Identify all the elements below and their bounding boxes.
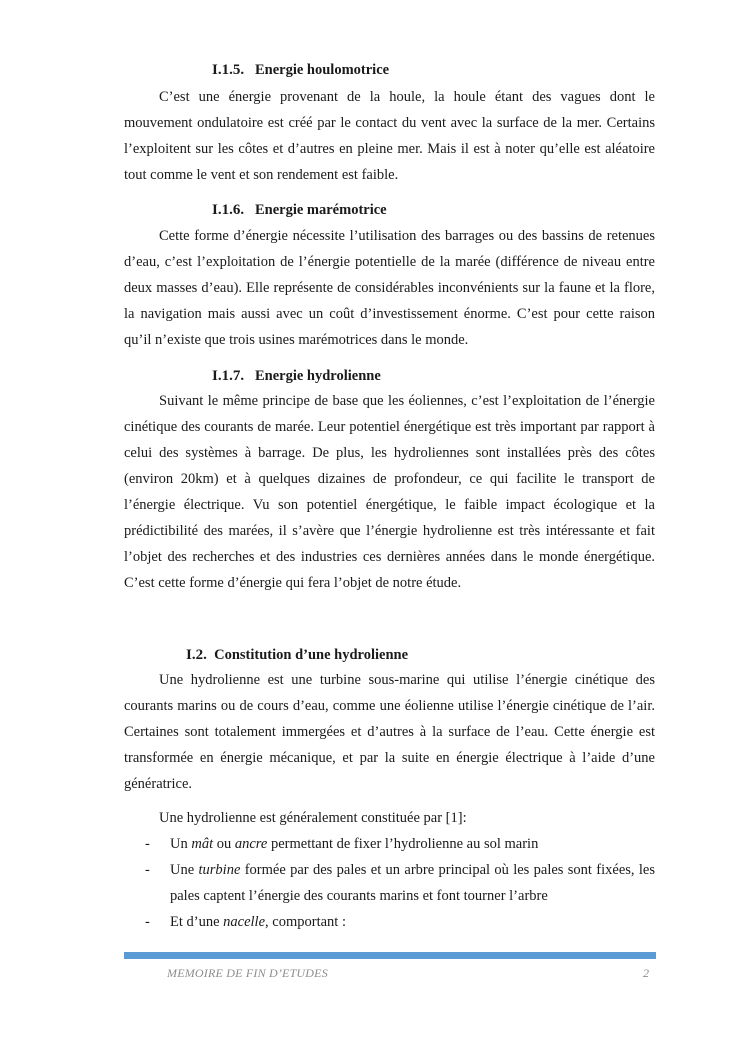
section-number: I.2. [186, 647, 207, 663]
section-title: Energie houlomotrice [254, 62, 390, 78]
list-emphasis: ancre [234, 836, 268, 852]
list-item [124, 857, 655, 909]
list-emphasis: mât [191, 836, 214, 852]
list-text: Une [170, 862, 199, 878]
list-dash: - [145, 914, 150, 930]
list-dash: - [145, 862, 150, 878]
paragraph-maremotrice: Cette forme d’énergie nécessite l’utilisation des barrages ou des bassins de retenues d’eau, c’est l’exploitation de l’énergie potentielle de la marée (différence de niveau entre deux masses d’eau). Elle représente de considérables inconvénients sur la faune et la flore, la navigation mais aussi avec un coût d’investissement énorme. C’est pour cette raison qu’il n’existe que trois usines marémotrices dans le monde. [124, 228, 655, 348]
section-title: Energie marémotrice [254, 202, 387, 218]
list-emphasis: nacelle [223, 914, 266, 930]
section-heading-hydrolienne [212, 368, 381, 385]
list-text: Et d’une [170, 914, 224, 930]
list-text: Un [170, 836, 192, 852]
section-number: I.1.7. [212, 368, 245, 384]
section-heading-maremotrice [212, 202, 387, 219]
footer-label: MEMOIRE DE FIN D’ETUDES [167, 966, 328, 980]
list-text: formée par des pales et un arbre principal où les pales sont fixées, les pales captent l’énergie des courants marins et font tourner l’arbre [170, 862, 655, 904]
component-list [124, 831, 655, 935]
section-number: I.1.5. [212, 62, 245, 78]
list-item [124, 909, 655, 935]
list-text: permettant de fixer l’hydrolienne au sol marin [267, 836, 539, 852]
list-dash: - [145, 836, 150, 852]
paragraph-houlomotrice: C’est une énergie provenant de la houle, la houle étant des vagues dont le mouvement ondulatoire est créé par le contact du vent avec la surface de la mer. Certains l’exploitent sur les côtes et d’autres en pleine mer. Mais il est à noter qu’elle est aléatoire tout comme le vent et son rendement est faible. [124, 89, 655, 183]
section-heading-houlomotrice [212, 62, 389, 79]
paragraph-hydrolienne: Suivant le même principe de base que les éoliennes, c’est l’exploitation de l’énergie cinétique des courants de marée. Leur potentiel énergétique est très important par rapport à celui des systèmes à barrage. De plus, les hydroliennes sont installées près des côtes (environ 20km) et à quelques dizaines de profondeur, ce qui facilite le transport de l’énergie électrique. Vu son potentiel énergétique, le faible impact écologique et la prédictibilité des marées, il s’avère que l’énergie hydrolienne est très intéressante et fait l’objet des recherches et des industries ces dernières années dans le monde énergétique. C’est cette forme d’énergie qui fera l’objet de notre étude. [124, 393, 655, 591]
paragraph-constitution: Une hydrolienne est une turbine sous-marine qui utilise l’énergie cinétique des courants marins ou de cours d’eau, comme une éolienne utilise l’énergie cinétique de l’air. Certaines sont totalement immergées et d’autres à la surface de l’eau. Cette énergie est transformée en énergie mécanique, et par la suite en énergie électrique à l’aide d’une génératrice. [124, 672, 655, 792]
paragraph-list-intro: Une hydrolienne est généralement constituée par [1]: [159, 810, 467, 826]
page-number: 2 [643, 966, 649, 980]
list-emphasis: turbine [198, 862, 241, 878]
list-item [124, 831, 655, 857]
list-text: , comportant : [265, 914, 346, 930]
list-text: ou [213, 836, 235, 852]
section-title: Energie hydrolienne [254, 368, 381, 384]
footer-rule [124, 952, 656, 959]
section-number: I.1.6. [212, 202, 245, 218]
section-title: Constitution d’une hydrolienne [214, 647, 409, 663]
section-heading-constitution [186, 647, 408, 664]
